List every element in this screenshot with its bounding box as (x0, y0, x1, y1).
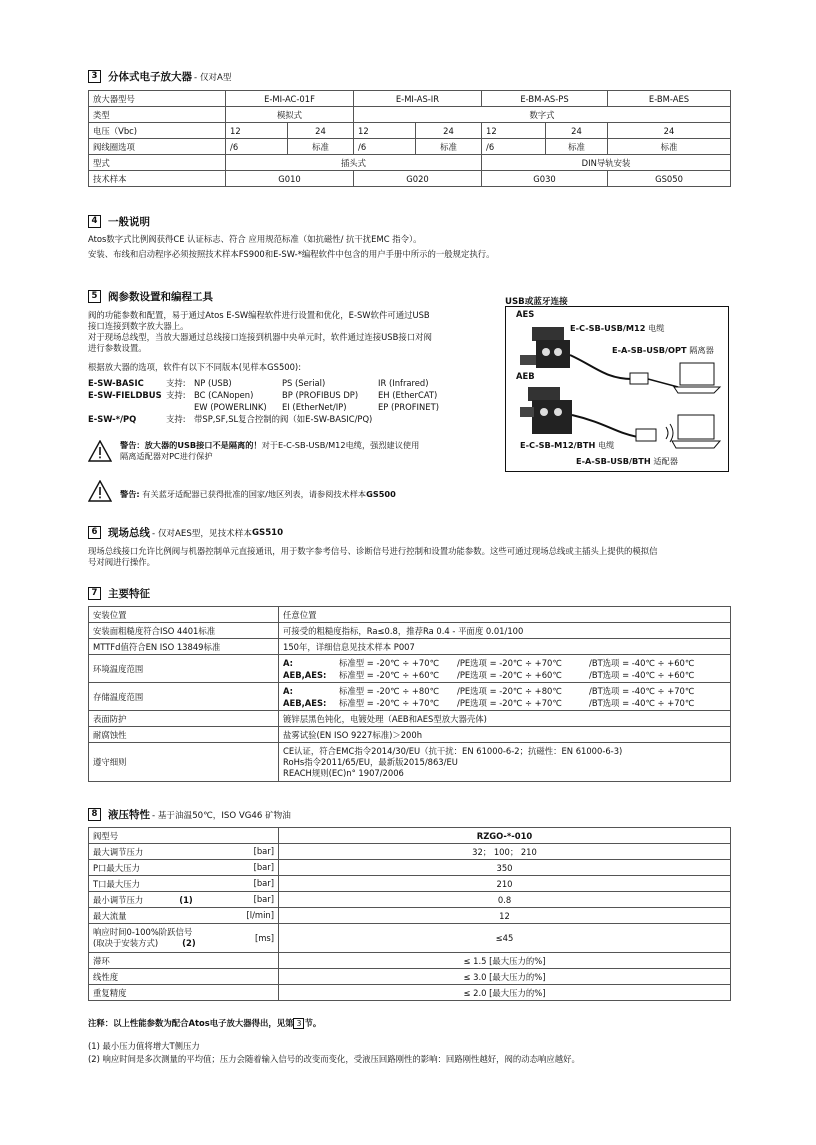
cell: 32； 100； 210 (279, 844, 731, 860)
cell: 阀线圈选项 (89, 139, 226, 155)
cell: 存储温度范围 (89, 683, 279, 711)
support-item: EW (POWERLINK) (194, 402, 267, 412)
temp-std: 标准型 = -20℃ ÷ +70℃ (339, 697, 439, 708)
software-name: E-SW-FIELDBUS (88, 390, 162, 400)
cell: 标准 (608, 139, 731, 155)
temp-line (283, 657, 726, 669)
temp-pe: /PE选项 = -20℃ ÷ +70℃ (457, 697, 562, 708)
cell: 滞环 (89, 953, 279, 969)
cell: G030 (482, 171, 608, 187)
hydraulic-table (88, 827, 731, 1001)
cable1-suffix: 电缆 (648, 323, 665, 333)
table-row (89, 828, 731, 844)
versions-intro: 根据放大器的选项，软件有以下不同版本(见样本GS500): (88, 362, 302, 372)
support-item: EH (EtherCAT) (378, 390, 438, 400)
compliance-cell (279, 743, 731, 782)
cell: 24 (288, 123, 354, 139)
support-item: 带SP,SF,SL复合控制的阀（如E-SW-BASIC/PQ) (194, 414, 373, 424)
footnote-1: (1) 最小压力值将增大T侧压力 (88, 1041, 200, 1051)
param-cell (89, 860, 279, 876)
cell: 24 (416, 123, 482, 139)
usb-isolator (630, 373, 648, 384)
table-row (89, 639, 731, 655)
param-cell (89, 924, 279, 953)
table-row (89, 139, 731, 155)
usb-cable (570, 355, 632, 379)
bluetooth-icon (666, 427, 668, 439)
compliance-line: REACH规则(EC)n° 1907/2006 (283, 767, 404, 778)
table-row (89, 924, 731, 953)
table-row (89, 727, 731, 743)
table-row (89, 107, 731, 123)
param-note: (1) (179, 894, 193, 905)
cell: 350 (279, 860, 731, 876)
cell: 安装面粗糙度符合ISO 4401标准 (89, 623, 279, 639)
table-row (89, 655, 731, 683)
temp-bt: /BT选项 = -40℃ ÷ +60℃ (589, 669, 695, 680)
paragraph-line: 接口连接到数字放大器上。 (88, 321, 189, 331)
software-row (88, 390, 488, 402)
temp-scope: AEB,AES: (283, 697, 327, 708)
temp-pe: /PE选项 = -20℃ ÷ +70℃ (457, 657, 562, 668)
section-5-heading (88, 289, 213, 304)
support-item: BC (CANopen) (194, 390, 254, 400)
features-table (88, 606, 731, 782)
bt-code: E-A-SB-USB/BTH (576, 456, 651, 466)
cell: 重复精度 (89, 985, 279, 1001)
table-row (89, 683, 731, 711)
param-cell (89, 892, 279, 908)
section-title: 阀参数设置和编程工具 (108, 291, 213, 303)
cell: 150年，详细信息见技术样本 P007 (279, 639, 731, 655)
cell: 镀锌层黑色钝化，电镀处理（AEB和AES型放大器壳体) (279, 711, 731, 727)
note-section-ref: 3 (293, 1018, 304, 1029)
warning-rest: 有关蓝牙适配器已获得批准的国家/地区列表，请参阅技术样本 (142, 489, 367, 499)
compliance-line: RoHs指令2011/65/EU，最新版2015/863/EU (283, 756, 458, 767)
general-desc-2: 安装、布线和启动程序必须按照技术样本FS900和E-SW-*编程软件中包含的用户手册中所示的一般规定执行。 (88, 249, 495, 259)
table-row (89, 171, 731, 187)
param-unit: [ms] (254, 933, 274, 943)
table-row (89, 711, 731, 727)
param-unit: [bar] (253, 877, 274, 888)
cell: E-MI-AC-01F (226, 91, 354, 107)
cell: 12 (226, 123, 288, 139)
param-label: 最大调节压力 (93, 846, 144, 857)
cell: 安装位置 (89, 607, 279, 623)
note-text: 注释：以上性能参数为配合Atos电子放大器得出，见第 (88, 1018, 294, 1028)
cell: 模拟式 (226, 107, 354, 123)
warning-icon (88, 480, 112, 502)
cable2-code: E-C-SB-M12/BTH (520, 440, 596, 450)
cell: G010 (226, 171, 354, 187)
param-note: (2) (182, 938, 196, 948)
software-row (88, 414, 488, 426)
cable1-code: E-C-SB-USB/M12 (570, 323, 646, 333)
table-row (89, 953, 731, 969)
cell: 12 (482, 123, 546, 139)
section-subtitle: - 仅对A型 (194, 72, 232, 83)
support-label: 支持: (166, 390, 186, 400)
param-paragraph (88, 310, 432, 354)
warning-text (120, 480, 396, 500)
param-unit: [bar] (253, 893, 274, 904)
cell: 环境温度范围 (89, 655, 279, 683)
support-item: IR (Infrared) (378, 378, 429, 388)
cell: /6 (482, 139, 546, 155)
param-cell (89, 844, 279, 860)
table-row (89, 969, 731, 985)
warning-rest: 对于E-C-SB-USB/M12电缆，强烈建议使用 (261, 440, 420, 450)
paragraph-line: 现场总线接口允许比例阀与机器控制单元直接通讯，用于数字参考信号、诊断信号进行控制和设置功能参数。这些可通过现场总线或主插头上提供的模拟信 (88, 546, 658, 556)
cell: 标准 (546, 139, 608, 155)
param-unit: [l/min] (246, 909, 274, 920)
cell: 盐雾试验(EN ISO 9227标准)＞200h (279, 727, 731, 743)
bt-label (576, 456, 678, 467)
temp-std: 标准型 = -20℃ ÷ +80℃ (339, 685, 439, 696)
cell: /6 (354, 139, 416, 155)
isolator-code: E-A-SB-USB/OPT (612, 345, 687, 355)
cell: 标准 (416, 139, 482, 155)
cell: 技术样本 (89, 171, 226, 187)
cell: E-MI-AS-IR (354, 91, 482, 107)
cell: 0.8 (279, 892, 731, 908)
paragraph-line: 阀的功能参数和配置，易于通过Atos E-SW编程软件进行设置和优化，E-SW软件可通过USB (88, 310, 430, 320)
section-title: 一般说明 (108, 216, 150, 228)
warning-text (120, 440, 419, 462)
temp-cell (279, 655, 731, 683)
cable2-label (520, 440, 614, 451)
cell: 放大器型号 (89, 91, 226, 107)
warning-bold: 警告: (120, 489, 140, 499)
temp-line (283, 669, 726, 681)
bt-cable (572, 415, 638, 437)
cell: 线性度 (89, 969, 279, 985)
cell: 12 (354, 123, 416, 139)
warning-icon (88, 440, 112, 462)
support-item: EI (EtherNet/IP) (282, 402, 347, 412)
support-label: 支持: (166, 378, 186, 388)
table-row (89, 623, 731, 639)
section-number: 7 (88, 587, 101, 600)
laptop-icon (672, 415, 720, 448)
support-item: BP (PROFIBUS DP) (282, 390, 359, 400)
section-title: 主要特征 (108, 588, 150, 600)
param-label: P口最大压力 (93, 862, 140, 873)
section-title: 分体式电子放大器 (108, 71, 192, 83)
section-4-heading (88, 214, 150, 229)
temp-std: 标准型 = -20℃ ÷ +70℃ (339, 657, 439, 668)
param-cell (89, 908, 279, 924)
cell: 数字式 (354, 107, 731, 123)
note-text-end: 节。 (304, 1018, 322, 1028)
amplifier-table (88, 90, 731, 187)
section-number: 3 (88, 70, 101, 83)
support-item: NP (USB) (194, 378, 232, 388)
cell: 阀型号 (89, 828, 279, 844)
bt-suffix: 适配器 (653, 456, 678, 466)
paragraph-line: 对于现场总线型，当放大器通过总线接口连接到机器中央单元时，软件通过连接USB接口对阀 (88, 332, 432, 342)
aes-label: AES (516, 309, 535, 319)
section-3-heading (88, 69, 232, 84)
cell: 标准 (288, 139, 354, 155)
software-name: E-SW-*/PQ (88, 414, 137, 424)
cell: 210 (279, 876, 731, 892)
param-label: T口最大压力 (93, 878, 140, 889)
bt-adapter (636, 429, 656, 441)
cell: 24 (608, 123, 731, 139)
section-number: 6 (88, 526, 101, 539)
table-row (89, 985, 731, 1001)
cell: G020 (354, 171, 482, 187)
param-label: 最小调节压力 (93, 894, 144, 905)
cable1-label (570, 323, 664, 334)
figure-title: USB或蓝牙连接 (505, 297, 568, 307)
param-label: 最大流量 (93, 910, 127, 921)
temp-line (283, 697, 726, 709)
table-row (89, 844, 731, 860)
support-label: 支持: (166, 414, 186, 424)
cell: ≤ 1.5 [最大压力的%] (279, 953, 731, 969)
section-number: 5 (88, 290, 101, 303)
section-7-heading (88, 586, 150, 601)
paragraph-line: 号对阀进行操作。 (88, 557, 155, 567)
temp-pe: /PE选项 = -20℃ ÷ +80℃ (457, 685, 562, 696)
cell: E-BM-AS-PS (482, 91, 608, 107)
section-number: 8 (88, 808, 101, 821)
general-desc-1: Atos数字式比例阀获得CE 认证标志、符合 应用规范标准（如抗磁性/ 抗干扰EMC 指令）。 (88, 234, 422, 244)
cell: ≤45 (279, 924, 731, 953)
table-row (89, 892, 731, 908)
temp-pe: /PE选项 = -20℃ ÷ +60℃ (457, 669, 562, 680)
table-row (89, 860, 731, 876)
cell: 可接受的粗糙度指标，Ra≤0.8，推荐Ra 0.4 - 平面度 0.01/100 (279, 623, 731, 639)
param-cell (89, 876, 279, 892)
cell: 耐腐蚀性 (89, 727, 279, 743)
section-title: 液压特性 (108, 809, 150, 821)
table-row (89, 743, 731, 782)
section-title: 现场总线 (108, 527, 150, 539)
warning-ref: GS500 (366, 489, 396, 499)
cell: GS050 (608, 171, 731, 187)
aeb-label: AEB (516, 371, 535, 381)
software-name (88, 402, 166, 414)
cell: 类型 (89, 107, 226, 123)
warning-bold: 警告：放大器的USB接口不是隔离的！ (120, 440, 262, 450)
aes-valve (520, 327, 570, 368)
cell: 24 (546, 123, 608, 139)
usb-warning (88, 440, 419, 462)
section-ref: GS510 (251, 527, 284, 538)
table-row (89, 123, 731, 139)
temp-bt: /BT选项 = -40℃ ÷ +60℃ (589, 657, 695, 668)
footnote-2: (2) 响应时间是多次测量的平均值；压力会随着输入信号的改变而变化，受液压回路刚性的影响：回路刚性越好，阀的动态响应越好。 (88, 1054, 580, 1064)
fieldbus-desc (88, 546, 733, 568)
section-number: 4 (88, 215, 101, 228)
cell: 型式 (89, 155, 226, 171)
temp-std: 标准型 = -20℃ ÷ +60℃ (339, 669, 439, 680)
cell: 插头式 (226, 155, 482, 171)
cell: ≤ 2.0 [最大压力的%] (279, 985, 731, 1001)
support-item: EP (PROFINET) (378, 402, 439, 412)
hydraulic-note (88, 1018, 321, 1029)
cell: MTTFd值符合EN ISO 13849标准 (89, 639, 279, 655)
connection-figure (505, 306, 729, 472)
software-row (88, 402, 488, 414)
param-label: 响应时间0-100%阶跃信号 (93, 927, 193, 937)
temp-bt: /BT选项 = -40℃ ÷ +70℃ (589, 697, 695, 708)
section-8-heading (88, 807, 291, 822)
bluetooth-warning (88, 480, 396, 502)
section-subtitle: - 仅对AES型，见技术样本 (152, 528, 252, 539)
cell: /6 (226, 139, 288, 155)
paragraph-line: 进行参数设置。 (88, 343, 147, 353)
cell: 任意位置 (279, 607, 731, 623)
cable2-suffix: 电缆 (597, 440, 615, 450)
cell: E-BM-AES (608, 91, 731, 107)
warning-line: 隔离适配器对PC进行保护 (120, 451, 213, 461)
compliance-line: CE认证，符合EMC指令2014/30/EU（抗干扰：EN 61000-6-2；抗磁性：EN 61000-6-3) (283, 745, 623, 756)
isolator-suffix: 隔离器 (689, 345, 714, 355)
software-name: E-SW-BASIC (88, 378, 144, 388)
table-row (89, 876, 731, 892)
table-row (89, 607, 731, 623)
aeb-valve (520, 387, 572, 434)
isolator-label (612, 345, 714, 356)
param-label: (取决于安装方式) (93, 938, 159, 948)
table-row (89, 155, 731, 171)
param-unit: [bar] (253, 845, 274, 856)
temp-scope: AEB,AES: (283, 669, 327, 680)
cell: ≤ 3.0 [最大压力的%] (279, 969, 731, 985)
section-subtitle: - 基于油温50℃，ISO VG46 矿物油 (152, 810, 291, 821)
temp-cell (279, 683, 731, 711)
cell: 遵守细则 (89, 743, 279, 782)
cell: RZGO-*-010 (279, 828, 731, 844)
temp-scope: A: (283, 685, 293, 696)
cell: 12 (279, 908, 731, 924)
table-row (89, 908, 731, 924)
support-item: PS (Serial) (282, 378, 326, 388)
laptop-icon (674, 363, 720, 393)
param-unit: [bar] (253, 861, 274, 872)
support-label (166, 402, 194, 414)
temp-scope: A: (283, 657, 293, 668)
software-versions (88, 378, 488, 426)
temp-bt: /BT选项 = -40℃ ÷ +70℃ (589, 685, 695, 696)
section-6-heading (88, 525, 283, 540)
cell: 电压（Vbc) (89, 123, 226, 139)
cell: 表面防护 (89, 711, 279, 727)
software-row (88, 378, 488, 390)
cell: DIN导轨安装 (482, 155, 731, 171)
temp-line (283, 685, 726, 697)
table-row (89, 91, 731, 107)
